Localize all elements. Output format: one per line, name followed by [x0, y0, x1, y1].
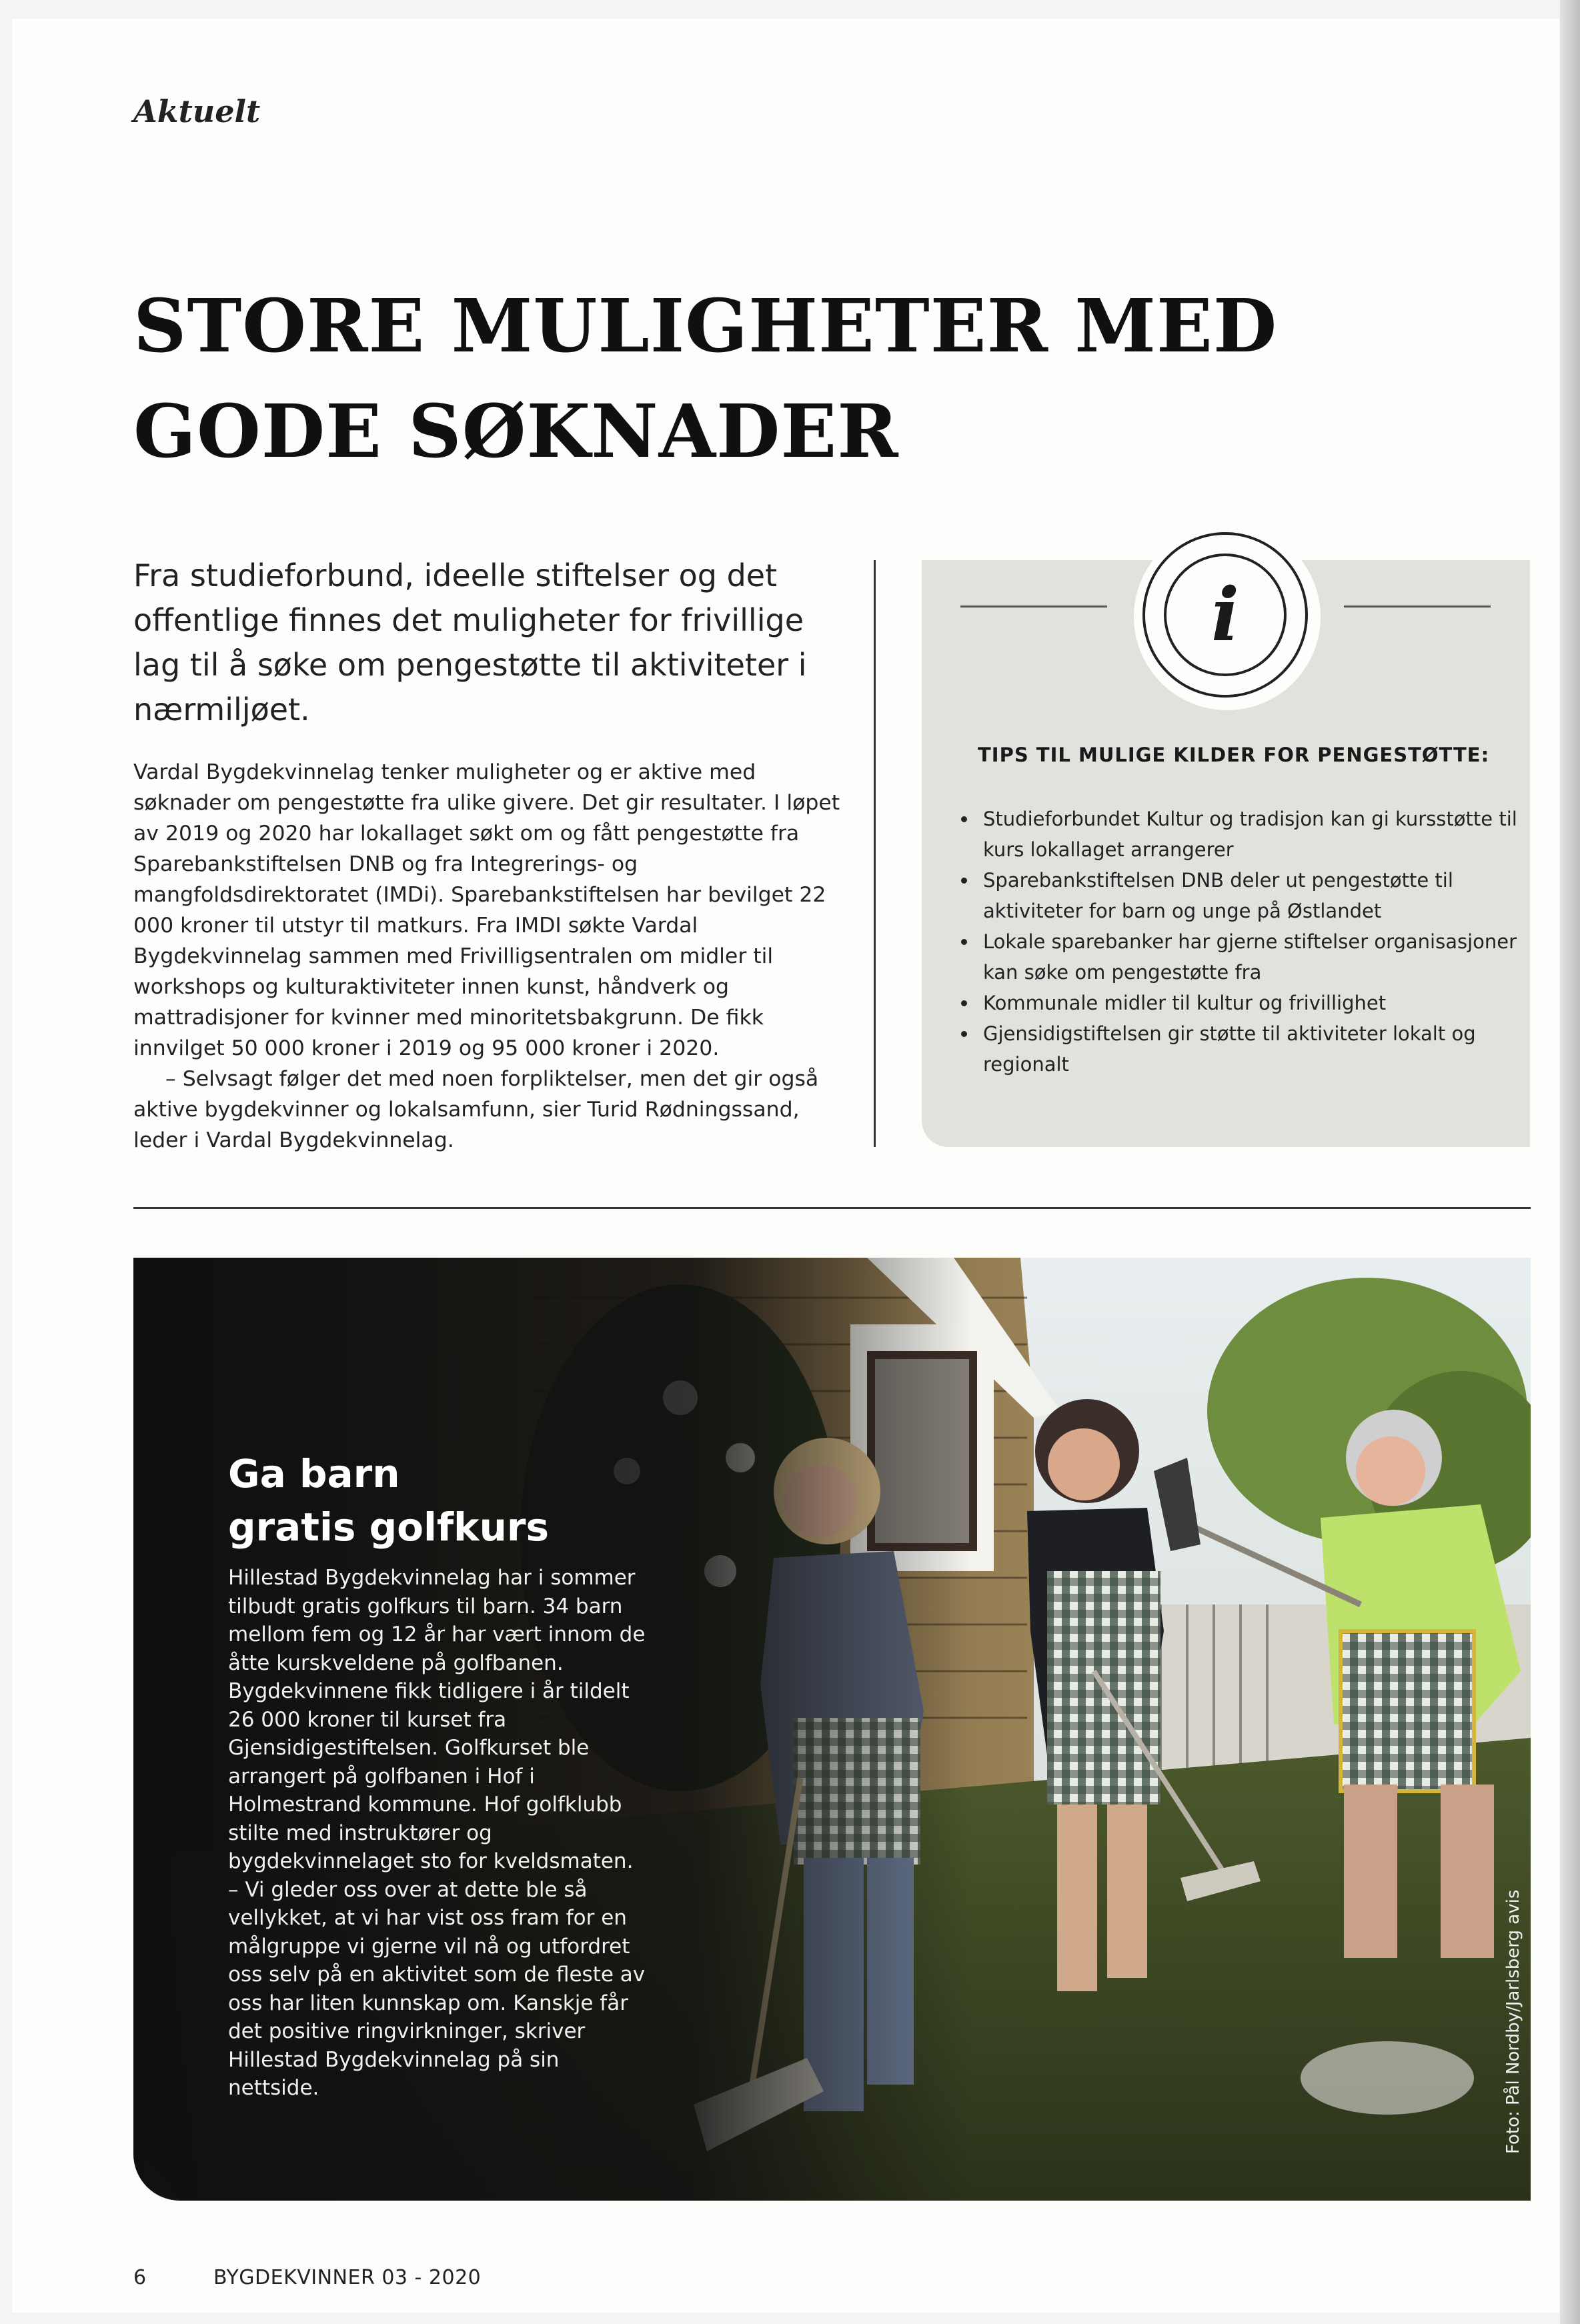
body-paragraph: Vardal Bygdekvinnelag tenker muligheter og er aktive med søknader om pengestøtte fra ulike givere. Det gir resultater. I løpet av 2019 og 2020 har lokallaget søkt om og fått pengestøtte fra Sparebankstiftelsen DNB og fra Integrerings- og mangfoldsdirektoratet (IMDi). Sparebankstiftelsen har bevilget 22 000 kroner til utstyr til matkurs. Fra IMDI søkte Vardal Bygdekvinnelag sammen med Frivilligsentralen om midler til workshops og kulturaktiviteter innen kunst, håndverk og mattradisjoner for kvinner med minoritetsbakgrunn. De fikk innvilget 50 000 kroner i 2019 og 95 000 kroner i 2020. — [133, 760, 840, 1060]
tips-list-item: • Kommunale midler til kultur og frivillighet — [978, 988, 1525, 1018]
tips-list-item: • Gjensidigstiftelsen gir støtte til aktiviteter lokalt og regionalt — [978, 1018, 1525, 1080]
photo-story-title: Ga barn gratis golfkurs — [228, 1451, 550, 1550]
tips-title: TIPS TIL MULIGE KILDER FOR PENGESTØTTE: — [978, 744, 1490, 766]
tips-list-item: • Sparebankstiftelsen DNB deler ut pengestøtte til aktiviteter for barn og unge på Østlandet — [978, 865, 1525, 926]
magazine-issue: BYGDEKVINNER 03 - 2020 — [213, 2266, 482, 2289]
page-number: 6 — [133, 2266, 147, 2289]
photo-story-paragraph: Hillestad Bygdekvinnelag har i sommer tilbudt gratis golfkurs til barn. 34 barn mellom fem og 12 år har vært innom de åtte kurskveldene på golfbanen. Bygdekvinnene fikk tidligere i år tildelt 26 000 kroner til kurset fra Gjensidigestiftelsen. Golfkurset ble arrangert på golfbanen i Hof i Holmestrand kommune. Hof golfklubb stilte med instruktører og bygdekvinnelaget sto for kveldsmaten. — [228, 1566, 646, 1873]
photo-story-quote: – Vi gleder oss over at dette ble så vellykket, at vi har vist oss fram for en målgruppe vi gjerne vil nå og utfordret oss selv på en aktivitet som de fleste av oss har liten kunnskap om. Kanskje får det positive ringvirkninger, skriver Hillestad Bygdekvinnelag på sin nettside. — [228, 1877, 646, 2100]
body-quote: – Selvsagt følger det med noen forpliktelser, men det gir også aktive bygdekvinner og lokalsamfunn, sier Turid Rødningssand, leder i Vardal Bygdekvinnelag. — [133, 1067, 819, 1152]
info-box-rule-right — [1344, 606, 1491, 608]
photo-credit: Foto: Pål Nordby/Jarlsberg avis — [1503, 1889, 1523, 2154]
tips-list — [954, 804, 1525, 1080]
photo-story-text — [228, 1564, 655, 2103]
page-edge-shadow — [1560, 0, 1580, 2324]
info-icon: i — [1164, 553, 1287, 676]
section-label: Aktuelt — [133, 93, 261, 129]
headline: STORE MULIGHETER MED GODE SØKNADER — [133, 283, 1278, 474]
article-body — [133, 757, 840, 1156]
tips-list-item: • Studieforbundet Kultur og tradisjon kan gi kursstøtte til kurs lokallaget arrangerer — [978, 804, 1525, 865]
tips-list-item: • Lokale sparebanker har gjerne stiftelser organisasjoner kan søke om pengestøtte fra — [978, 926, 1525, 988]
section-rule — [133, 1207, 1531, 1209]
column-divider — [874, 560, 876, 1147]
info-box-rule-left — [960, 606, 1107, 608]
lead-paragraph: Fra studieforbund, ideelle stiftelser og det offentlige finnes det muligheter for frivillige lag til å søke om pengestøtte til aktiviteter i nærmiljøet. — [133, 557, 807, 728]
